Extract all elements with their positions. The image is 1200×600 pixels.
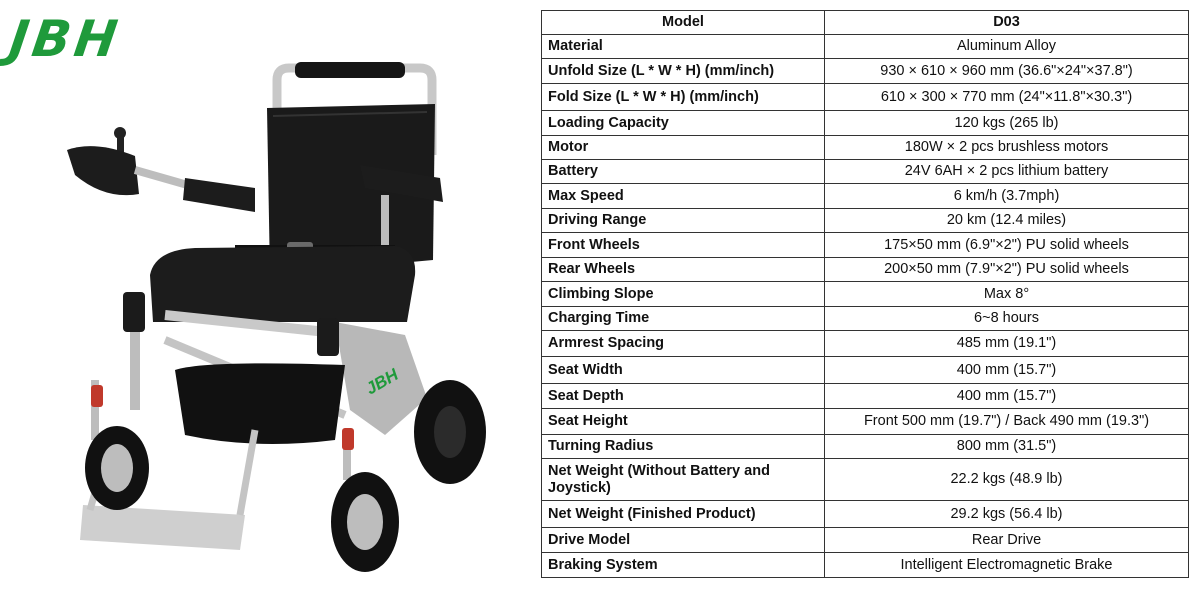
spec-value: 610 × 300 × 770 mm (24"×11.8"×30.3") [825,84,1189,111]
spec-value: 175×50 mm (6.9"×2") PU solid wheels [825,233,1189,258]
spec-label: Battery [542,160,825,184]
spec-label: Seat Depth [542,384,825,409]
spec-value: 20 km (12.4 miles) [825,209,1189,233]
table-row [542,84,1189,111]
table-row [542,282,1189,307]
spec-label: Loading Capacity [542,111,825,136]
table-row [542,307,1189,331]
table-row [542,435,1189,459]
wheelchair-image [55,60,495,585]
column-header-d03: D03 [825,11,1189,35]
table-header-row [542,11,1189,35]
spec-label: Motor [542,136,825,160]
spec-label: Max Speed [542,184,825,209]
table-row [542,357,1189,384]
spec-value: 24V 6AH × 2 pcs lithium battery [825,160,1189,184]
spec-value: 200×50 mm (7.9"×2") PU solid wheels [825,258,1189,282]
column-header-model: Model [542,11,825,35]
table-row [542,184,1189,209]
table-row [542,331,1189,357]
table-row [542,553,1189,578]
spec-value: 22.2 kgs (48.9 lb) [825,459,1189,501]
table-row [542,233,1189,258]
spec-value: Max 8° [825,282,1189,307]
table-row [542,384,1189,409]
spec-table [541,10,1189,578]
spec-value: 6~8 hours [825,307,1189,331]
spec-value: 485 mm (19.1") [825,331,1189,357]
spec-label: Material [542,35,825,59]
table-row [542,409,1189,435]
spec-value: Front 500 mm (19.7") / Back 490 mm (19.3") [825,409,1189,435]
spec-label: Seat Height [542,409,825,435]
frame-logo-text: JBH [362,365,402,399]
spec-label: Armrest Spacing [542,331,825,357]
table-row [542,528,1189,553]
spec-label: Driving Range [542,209,825,233]
spec-value: Aluminum Alloy [825,35,1189,59]
spec-label: Braking System [542,553,825,578]
table-row [542,501,1189,528]
table-row [542,258,1189,282]
spec-label: Front Wheels [542,233,825,258]
spec-value: 120 kgs (265 lb) [825,111,1189,136]
spec-label: Seat Width [542,357,825,384]
table-row [542,160,1189,184]
spec-label: Net Weight (Finished Product) [542,501,825,528]
spec-value: 400 mm (15.7") [825,384,1189,409]
table-row [542,459,1189,501]
spec-label: Turning Radius [542,435,825,459]
spec-table-body [542,35,1189,578]
table-row [542,111,1189,136]
spec-label: Net Weight (Without Battery and Joystick) [542,459,825,501]
spec-label: Drive Model [542,528,825,553]
table-row [542,35,1189,59]
table-row [542,59,1189,84]
table-row [542,136,1189,160]
spec-label: Charging Time [542,307,825,331]
spec-label: Unfold Size (L * W * H) (mm/inch) [542,59,825,84]
table-row [542,209,1189,233]
spec-value: Intelligent Electromagnetic Brake [825,553,1189,578]
spec-value: 400 mm (15.7") [825,357,1189,384]
spec-value: 29.2 kgs (56.4 lb) [825,501,1189,528]
spec-label: Fold Size (L * W * H) (mm/inch) [542,84,825,111]
spec-value: 800 mm (31.5") [825,435,1189,459]
spec-value: Rear Drive [825,528,1189,553]
spec-value: 6 km/h (3.7mph) [825,184,1189,209]
spec-label: Rear Wheels [542,258,825,282]
spec-value: 930 × 610 × 960 mm (36.6"×24"×37.8") [825,59,1189,84]
spec-value: 180W × 2 pcs brushless motors [825,136,1189,160]
spec-label: Climbing Slope [542,282,825,307]
brand-logo: JBH [5,10,125,68]
